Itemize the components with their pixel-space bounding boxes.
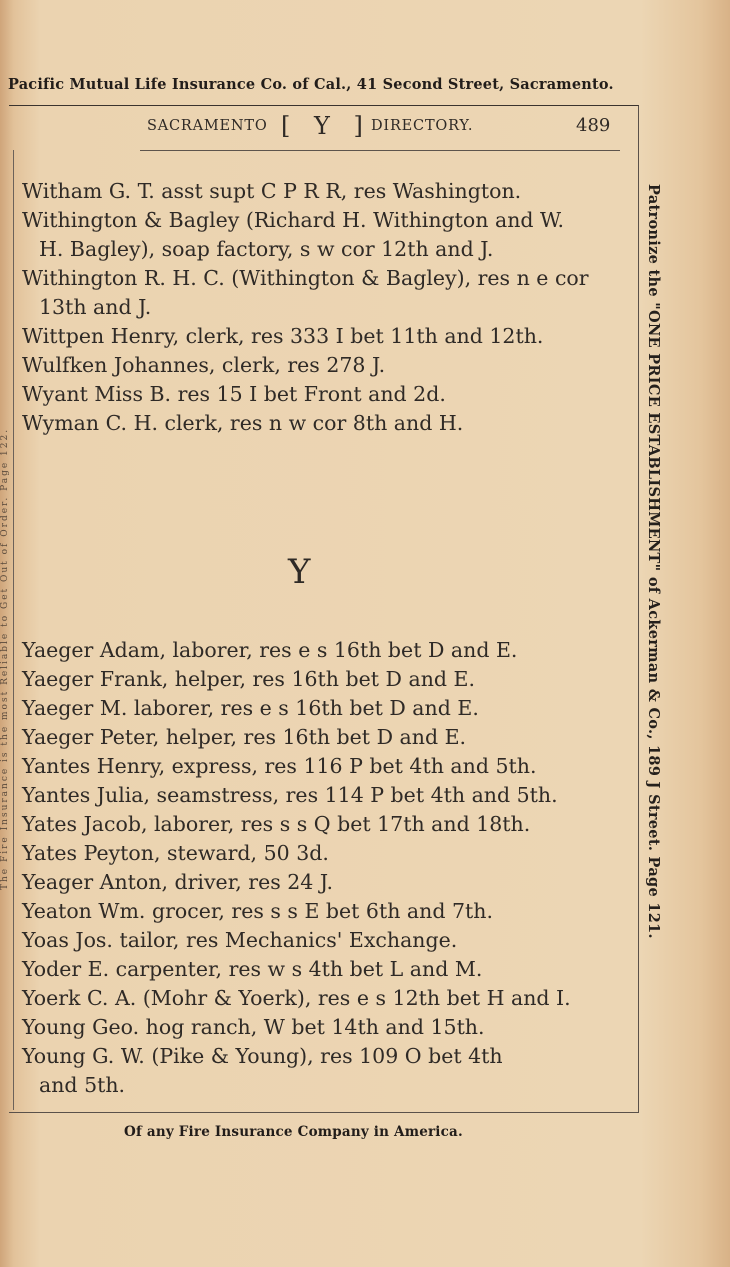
bottom-advertisement: Of any Fire Insurance Company in America. xyxy=(124,1124,463,1140)
directory-entry-line: Yaeger Frank, helper, res 16th bet D and E. xyxy=(22,667,476,691)
directory-entry-line: Yaeger Adam, laborer, res e s 16th bet D and E. xyxy=(22,638,518,662)
directory-entry-line: Yaeger M. laborer, res e s 16th bet D and E. xyxy=(22,696,479,720)
page-number: 489 xyxy=(576,115,611,136)
directory-entry-line: Young Geo. hog ranch, W bet 14th and 15th. xyxy=(22,1015,485,1039)
directory-entry-line: Yates Peyton, steward, 50 3d. xyxy=(22,841,329,865)
side-advertisement-text: Patronize the "ONE PRICE ESTABLISHMENT" of Ackerman & Co., 189 J Street. Page 121. xyxy=(645,184,662,939)
side-advertisement xyxy=(642,184,662,1034)
directory-entry-line: Young G. W. (Pike & Young), res 109 O bet 4th xyxy=(22,1044,503,1068)
directory-entry-line: Yoas Jos. tailor, res Mechanics' Exchange. xyxy=(22,928,458,952)
directory-entry-line: Yantes Henry, express, res 116 P bet 4th and 5th. xyxy=(22,754,537,778)
header-rule xyxy=(140,150,620,151)
directory-entry-line: Yates Jacob, laborer, res s s Q bet 17th and 18th. xyxy=(22,812,531,836)
directory-entry-line: 13th and J. xyxy=(39,295,152,319)
directory-entry-line: Yantes Julia, seamstress, res 114 P bet 4th and 5th. xyxy=(22,783,558,807)
section-heading: Y xyxy=(288,552,313,592)
directory-entry-line: Witham G. T. asst supt C P R R, res Washington. xyxy=(22,179,522,203)
directory-entry-line: Yoerk C. A. (Mohr & Yoerk), res e s 12th bet H and I. xyxy=(22,986,571,1010)
header-directory: DIRECTORY. xyxy=(371,118,474,134)
left-margin-rule xyxy=(13,150,14,1110)
entry-list-w xyxy=(22,177,622,438)
directory-entry-line: Yeager Anton, driver, res 24 J. xyxy=(22,870,333,894)
directory-entry-line: Wulfken Johannes, clerk, res 278 J. xyxy=(22,353,386,377)
entry-list-y xyxy=(22,636,622,1100)
directory-entry-line: Wyman C. H. clerk, res n w cor 8th and H. xyxy=(22,411,464,435)
directory-entry-line: H. Bagley), soap factory, s w cor 12th and J. xyxy=(39,237,494,261)
directory-entry-line: Yeaton Wm. grocer, res s s E bet 6th and 7th. xyxy=(22,899,493,923)
spine-advertisement xyxy=(0,330,10,890)
directory-entry-line: Withington R. H. C. (Withington & Bagley), res n e cor xyxy=(22,266,589,290)
directory-entry-line: and 5th. xyxy=(39,1073,126,1097)
spine-advertisement-text: The Fire Insurance is the most Reliable to Get Out of Order. Page 122. xyxy=(0,427,10,890)
header-city: SACRAMENTO xyxy=(147,118,268,134)
top-advertisement: Pacific Mutual Life Insurance Co. of Cal., 41 Second Street, Sacramento. xyxy=(8,76,614,93)
directory-entry-line: Withington & Bagley (Richard H. Withington and W. xyxy=(22,208,565,232)
directory-entry-line: Wittpen Henry, clerk, res 333 I bet 11th and 12th. xyxy=(22,324,544,348)
directory-entry-line: Wyant Miss B. res 15 I bet Front and 2d. xyxy=(22,382,446,406)
running-header xyxy=(9,112,638,144)
directory-entry-line: Yoder E. carpenter, res w s 4th bet L and M. xyxy=(22,957,483,981)
directory-entry-line: Yaeger Peter, helper, res 16th bet D and E. xyxy=(22,725,467,749)
header-letter: [ Y ] xyxy=(281,112,371,140)
